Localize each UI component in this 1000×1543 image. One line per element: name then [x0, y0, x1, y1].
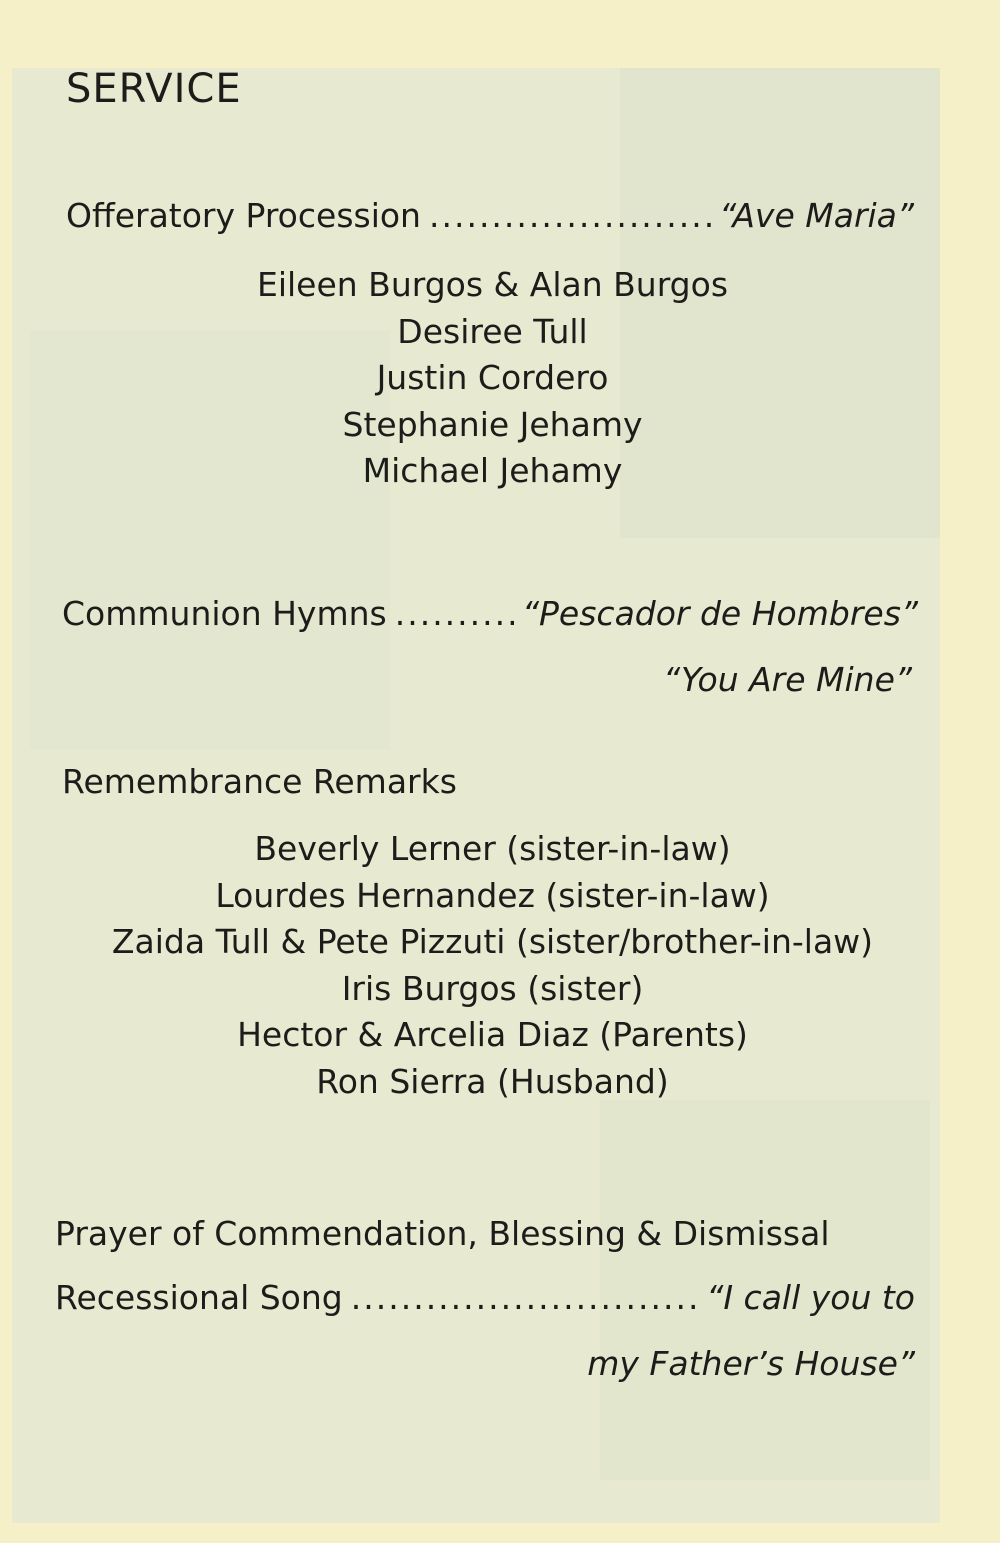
offertory-song: “Ave Maria”: [719, 196, 914, 235]
leader-dots: [429, 196, 711, 235]
speaker: Ron Sierra (Husband): [316, 1061, 669, 1101]
participant: Desiree Tull: [397, 311, 588, 351]
communion-label: Communion Hymns: [62, 594, 387, 633]
recessional-song-line2: my Father’s House”: [587, 1344, 915, 1383]
recessional-label: Recessional Song: [55, 1278, 343, 1317]
offertory-line: [66, 196, 914, 235]
communion-song-1: “Pescador de Hombres”: [521, 594, 918, 633]
offertory-label: Offeratory Procession: [66, 196, 421, 235]
speaker: Hector & Arcelia Diaz (Parents): [237, 1015, 748, 1054]
speaker: Iris Burgos (sister): [341, 968, 644, 1008]
participant: Eileen Burgos & Alan Burgos: [256, 265, 729, 304]
communion-line: [62, 594, 918, 633]
communion-song-2: “You Are Mine”: [663, 660, 912, 699]
offertory-participants: [0, 262, 985, 495]
remembrance-label: Remembrance Remarks: [62, 762, 457, 801]
prayer-line: Prayer of Commendation, Blessing & Dismissal: [55, 1214, 830, 1253]
section-heading: SERVICE: [66, 66, 242, 112]
leader-dots: [395, 594, 514, 633]
remembrance-speakers: [0, 826, 985, 1105]
participant: Justin Cordero: [376, 358, 609, 397]
recessional-song-line1: “I call you to: [706, 1278, 915, 1317]
participant: Stephanie Jehamy: [342, 404, 643, 444]
speaker: Beverly Lerner (sister-in-law): [254, 829, 731, 868]
speaker: Zaida Tull & Pete Pizzuti (sister/brother-in-law): [111, 922, 874, 961]
leader-dots: [351, 1278, 698, 1317]
speaker: Lourdes Hernandez (sister-in-law): [215, 875, 770, 915]
participant: Michael Jehamy: [362, 451, 623, 490]
recessional-line: [55, 1278, 915, 1317]
